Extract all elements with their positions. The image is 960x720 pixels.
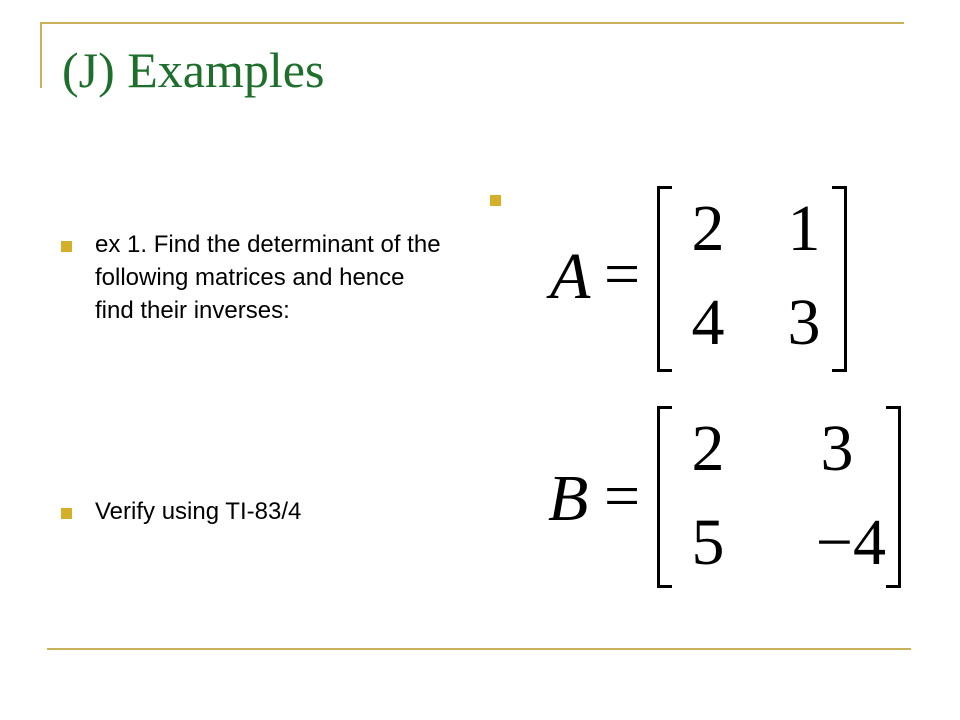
bullet-text-verify: Verify using TI-83/4: [95, 498, 302, 525]
frame-bottom-line: [47, 648, 911, 650]
matrix-equation-a: [540, 186, 860, 372]
matrix-entry: 4: [691, 286, 725, 359]
matrix-entry: −4: [815, 506, 886, 579]
frame-top-line: [40, 22, 904, 24]
equals-sign: =: [604, 460, 641, 531]
matrix-equation-b: [540, 406, 910, 588]
equals-sign: =: [604, 238, 641, 309]
matrix-name: B: [548, 462, 589, 535]
matrix-entry: 3: [820, 412, 854, 485]
matrix-entry: 2: [691, 192, 725, 265]
matrix-name: A: [550, 240, 591, 313]
bullet-marker: [490, 195, 501, 206]
bullet-marker: [61, 508, 72, 519]
bullet-text-task: ex 1. Find the determinant of the following matrices and hence find their inverses:: [95, 231, 441, 324]
matrix-entry: 3: [787, 286, 821, 359]
matrix-entry: 5: [691, 506, 725, 579]
right-bracket: [886, 406, 901, 588]
matrix-entry: 1: [787, 192, 821, 265]
matrix-entry: 2: [691, 412, 725, 485]
frame-left-line: [40, 22, 42, 88]
right-bracket: [832, 186, 847, 372]
slide-title: (J) Examples: [62, 42, 325, 98]
bullet-marker: [61, 241, 72, 252]
left-bracket: [657, 406, 672, 588]
left-bracket: [657, 186, 672, 372]
